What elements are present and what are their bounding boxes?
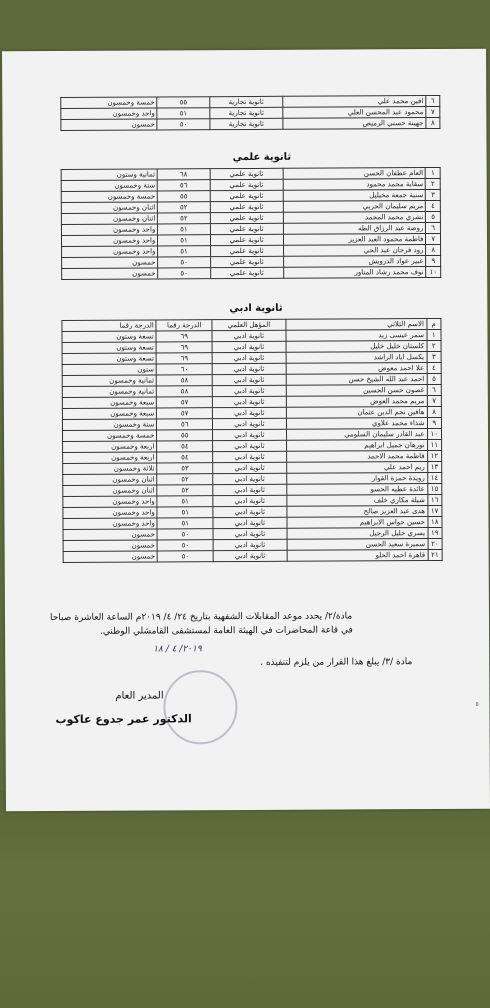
literary-table: [61, 318, 442, 563]
cell-name: سنية جمعة مخيليل: [283, 190, 426, 202]
cell-grade-words: ثمانية وستون: [61, 169, 157, 181]
cell-no: ٦: [426, 95, 440, 106]
official-stamp: [163, 670, 237, 744]
cell-edu: ثانوية تجارية: [210, 107, 284, 118]
column-header-grade-words: الدرجة رقما: [62, 320, 156, 331]
cell-no: ١: [426, 167, 441, 178]
cell-name: عبد القادر سليمان السلومي: [286, 429, 427, 441]
cell-edu: ثانوية ادبي: [213, 506, 286, 517]
cell-name: يكسل اياد الراشد: [286, 352, 427, 364]
cell-grade-words: واحد وخمسون: [61, 108, 158, 120]
cell-edu: ثانوية ادبي: [213, 462, 286, 473]
cell-name: محمود عبد المحسن العلي: [283, 107, 426, 119]
cell-no: ٢٠: [428, 538, 443, 549]
cell-grade-digits: ٥١: [157, 108, 209, 119]
cell-name: رويدة حمزة القوار: [286, 473, 427, 485]
cell-name: غصون حسن الحسين: [286, 385, 427, 397]
cell-edu: ثانوية ادبي: [213, 484, 286, 495]
cell-no: ٣: [426, 189, 441, 200]
cell-grade-digits: ٥٦: [157, 419, 213, 430]
cell-edu: ثانوية ادبي: [213, 440, 286, 451]
cell-name: نوف محمد رشاد المناور: [283, 267, 426, 279]
cell-edu: ثانوية ادبي: [212, 363, 285, 374]
cell-name: كلستان خليل خليل: [286, 341, 427, 353]
cell-grade-digits: ٥٠: [157, 540, 213, 551]
cell-grade-words: تسعة وستون: [62, 353, 156, 364]
cell-edu: ثانوية ادبي: [212, 341, 285, 352]
cell-edu: ثانوية علمي: [210, 179, 283, 190]
table-row: [63, 549, 442, 562]
cell-edu: ثانوية ادبي: [213, 473, 286, 484]
cell-edu: ثانوية تجارية: [209, 96, 283, 107]
cell-name: علا احمد معوض: [286, 363, 427, 375]
cell-grade-words: واحد وخمسون: [63, 496, 157, 507]
column-header-grade-digits: الدرجة رقما: [156, 320, 212, 331]
cell-edu: ثانوية علمي: [210, 190, 283, 201]
cell-edu: ثانوية ادبي: [213, 528, 286, 539]
cell-grade-digits: ٥٢: [157, 485, 213, 496]
cell-grade-words: تسعة وستون: [62, 342, 156, 353]
cell-grade-digits: ٥١: [158, 235, 210, 246]
cell-grade-words: اثنان وخمسون: [61, 202, 157, 214]
cell-name: ريم احمد علي: [286, 462, 427, 474]
cell-grade-digits: ٥٠: [157, 551, 213, 562]
cell-name: روضة عبد الرزاق الطه: [283, 223, 426, 235]
cell-grade-words: ثمانية وخمسون: [62, 386, 156, 397]
cell-grade-digits: ٥٦: [158, 180, 210, 191]
cell-name: فاطمة محمود العبد العزيز: [283, 234, 426, 246]
cell-edu: ثانوية علمي: [210, 256, 283, 267]
column-header-no: م: [426, 318, 441, 329]
cell-grade-words: اثنان وخمسون: [63, 485, 157, 496]
cell-name: مريم سليمان الحربي: [283, 201, 426, 213]
cell-grade-digits: ٥٢: [158, 202, 210, 213]
cell-edu: ثانوية ادبي: [213, 550, 286, 561]
cell-grade-digits: ٥٥: [157, 430, 213, 441]
cell-no: ٨: [426, 244, 441, 255]
cell-edu: ثانوية ادبي: [213, 418, 286, 429]
cell-grade-digits: ٥٠: [158, 257, 210, 268]
cell-grade-words: واحد وخمسون: [61, 224, 157, 236]
cell-grade-words: اثنان وخمسون: [63, 474, 157, 485]
cell-edu: ثانوية علمي: [210, 168, 283, 179]
cell-grade-words: ثلاثة وخمسون: [63, 463, 157, 474]
cell-grade-words: خمسون: [62, 257, 158, 269]
cell-grade-words: خمسون: [63, 529, 157, 540]
cell-grade-words: خمسون: [61, 119, 158, 131]
cell-grade-words: اربعة وخمسون: [63, 452, 157, 463]
cell-no: ٥: [427, 373, 442, 384]
document-page: [2, 49, 490, 812]
cell-edu: ثانوية ادبي: [213, 539, 286, 550]
background-fabric: [0, 790, 490, 1008]
section-title-science: ثانوية علمي: [232, 151, 292, 164]
cell-name: سميرة سعيد الحسن: [287, 539, 428, 551]
cell-name: رود فرحان عبد الحي: [283, 245, 426, 257]
cell-grade-digits: ٥١: [158, 246, 210, 257]
cell-name: هدى عبد العزيز صالح: [287, 506, 428, 518]
cell-grade-digits: ٥٥: [158, 191, 210, 202]
cell-grade-digits: ٥٣: [157, 463, 213, 474]
cell-no: ١٩: [428, 527, 443, 538]
cell-no: ١: [426, 329, 441, 340]
table-row: [62, 266, 441, 279]
cell-grade-digits: ٥٧: [157, 397, 213, 408]
cell-name: حسين حواس الابراهيم: [287, 517, 428, 529]
cell-name: فاطمة محمد الاحمد: [286, 451, 427, 463]
cell-name: شيلة مكاري خلف: [286, 495, 427, 507]
cell-no: ٧: [426, 106, 440, 117]
cell-name: احمد عبد الله الشيخ حسن: [286, 374, 427, 386]
cell-no: ٧: [427, 395, 442, 406]
cell-name: سمر عيسى زيد: [286, 330, 427, 342]
cell-grade-words: اربعة وخمسون: [63, 441, 157, 452]
commercial-table: [60, 95, 440, 131]
section-title-literary: ثانوية ادبي: [229, 302, 283, 315]
cell-name: افين محمد علي: [283, 96, 426, 108]
cell-no: ٢١: [428, 549, 443, 560]
cell-no: ٨: [427, 406, 442, 417]
cell-grade-words: خمسة وخمسون: [61, 97, 158, 109]
cell-edu: ثانوية ادبي: [212, 352, 285, 363]
cell-edu: ثانوية ادبي: [212, 330, 285, 341]
cell-edu: ثانوية علمي: [210, 212, 283, 223]
cell-grade-words: واحد وخمسون: [61, 235, 157, 247]
cell-no: ٤: [427, 362, 442, 373]
cell-no: ١٥: [427, 483, 442, 494]
cell-name: عبير عواد الدرويش: [283, 256, 426, 268]
handwritten-date: ٢٠١٩/ ٤ / ١٨: [153, 644, 202, 655]
cell-grade-words: واحد وخمسون: [63, 518, 157, 529]
cell-grade-digits: ٦٩: [156, 331, 212, 342]
cell-edu: ثانوية ادبي: [212, 396, 285, 407]
cell-no: ٩: [426, 255, 441, 266]
cell-grade-digits: ٥٠: [157, 119, 209, 130]
cell-grade-words: ثمانية وخمسون: [62, 375, 156, 386]
table-row: [61, 117, 440, 130]
cell-grade-words: تسعة وستون: [62, 331, 156, 342]
cell-no: ١٦: [427, 494, 442, 505]
cell-grade-digits: ٥٧: [157, 408, 213, 419]
cell-edu: ثانوية ادبي: [213, 495, 286, 506]
cell-grade-words: خمسون: [62, 268, 158, 280]
cell-name: جهينة حسني الرميص: [283, 118, 426, 130]
cell-grade-words: واحد وخمسون: [62, 246, 158, 258]
cell-grade-words: خمسون: [63, 551, 157, 562]
cell-no: ٨: [426, 117, 440, 128]
cell-grade-digits: ٥٨: [157, 386, 213, 397]
cell-grade-words: خمسة وخمسون: [61, 191, 157, 203]
cell-no: ٩: [427, 417, 442, 428]
cell-grade-digits: ٦٨: [158, 169, 210, 180]
article-2-line-2: في قاعة المحاضرات في الهيئة العامة لمستشفى القامشلي الوطني.: [100, 625, 353, 637]
cell-grade-digits: ٥٢: [158, 213, 210, 224]
cell-name: قاهرة احمد الحلو: [287, 550, 428, 562]
cell-no: ١١: [427, 439, 442, 450]
cell-no: ٣: [427, 351, 442, 362]
cell-edu: ثانوية علمي: [210, 201, 283, 212]
cell-no: ٥: [426, 211, 441, 222]
cell-grade-digits: ٥٠: [158, 268, 210, 279]
page-mark: ٥: [475, 700, 479, 708]
cell-grade-words: سبعة وخمسون: [62, 397, 156, 408]
article-3: مادة /٣/ يبلغ هذا القرار من يلزم لتنفيذه .: [260, 657, 413, 668]
cell-grade-digits: ٥١: [157, 507, 213, 518]
cell-no: ٢: [426, 178, 441, 189]
cell-no: ٧: [426, 233, 441, 244]
cell-grade-words: ستة وخمسون: [62, 419, 156, 430]
cell-edu: ثانوية ادبي: [213, 517, 286, 528]
cell-edu: ثانوية ادبي: [212, 385, 285, 396]
column-header-edu: المؤهل العلمي: [212, 319, 285, 330]
cell-name: العام عطفان الحسن: [283, 168, 426, 180]
signatory-name: الدكتور عمر جدوع عاكوب: [55, 712, 192, 727]
cell-no: ١٨: [427, 516, 442, 527]
cell-grade-digits: ٥١: [157, 518, 213, 529]
cell-no: ١٠: [426, 266, 441, 277]
cell-name: يسري خليل الرجيل: [287, 528, 428, 540]
cell-name: سقاية محمد محمود: [283, 179, 426, 191]
cell-no: ٦: [427, 384, 442, 395]
cell-grade-words: واحد وخمسون: [63, 507, 157, 518]
cell-grade-digits: ٥٥: [157, 97, 209, 108]
cell-edu: ثانوية ادبي: [212, 374, 285, 385]
cell-no: ١٧: [427, 505, 442, 516]
cell-edu: ثانوية علمي: [210, 223, 283, 234]
column-header-name: الاسم الثلاثي: [286, 319, 427, 331]
cell-no: ١٠: [427, 428, 442, 439]
cell-name: مريم محمد العوض: [286, 396, 427, 408]
cell-grade-words: ستة وخمسون: [61, 180, 157, 192]
cell-edu: ثانوية تجارية: [210, 118, 284, 129]
cell-no: ٤: [426, 200, 441, 211]
cell-grade-digits: ٥٠: [157, 529, 213, 540]
cell-grade-digits: ٥٨: [157, 375, 213, 386]
cell-no: ١٤: [427, 472, 442, 483]
cell-name: عائدة عطيه الحسو: [286, 484, 427, 496]
cell-no: ٢: [427, 340, 442, 351]
cell-grade-digits: ٥١: [157, 496, 213, 507]
cell-grade-digits: ٥١: [158, 224, 210, 235]
cell-name: نورهان جميل ابراهيم: [286, 440, 427, 452]
cell-name: شذاء محمد علاوي: [286, 418, 427, 430]
cell-grade-digits: ٥٢: [157, 474, 213, 485]
article-2-line-1: مادة/٢/ يحدد موعد المقابلات الشفهية بتاريخ ٢٤/ ٤/ ٢٠١٩م الساعة العاشرة صباحا: [49, 611, 353, 624]
cell-no: ٦: [426, 222, 441, 233]
science-table: [61, 167, 442, 280]
cell-grade-words: خمسة وخمسون: [62, 430, 156, 441]
cell-edu: ثانوية علمي: [210, 245, 283, 256]
cell-name: نشري محمد المحمد: [283, 212, 426, 224]
cell-edu: ثانوية علمي: [210, 234, 283, 245]
cell-grade-words: ستون: [62, 364, 156, 375]
cell-grade-digits: ٦٩: [156, 353, 212, 364]
cell-grade-words: سبعة وخمسون: [62, 408, 156, 419]
cell-grade-digits: ٥٤: [157, 441, 213, 452]
cell-edu: ثانوية ادبي: [213, 407, 286, 418]
cell-grade-words: خمسون: [63, 540, 157, 551]
cell-grade-words: اثنان وخمسون: [61, 213, 157, 225]
signatory-title: المدير العام: [115, 690, 164, 702]
cell-grade-digits: ٦٠: [157, 364, 213, 375]
cell-edu: ثانوية ادبي: [213, 451, 286, 462]
cell-name: هافين نجم الدين عثمان: [286, 407, 427, 419]
cell-no: ١٢: [427, 450, 442, 461]
cell-grade-digits: ٦٩: [156, 342, 212, 353]
cell-grade-digits: ٥٤: [157, 452, 213, 463]
cell-edu: ثانوية ادبي: [213, 429, 286, 440]
cell-no: ١٣: [427, 461, 442, 472]
cell-edu: ثانوية علمي: [210, 267, 283, 278]
